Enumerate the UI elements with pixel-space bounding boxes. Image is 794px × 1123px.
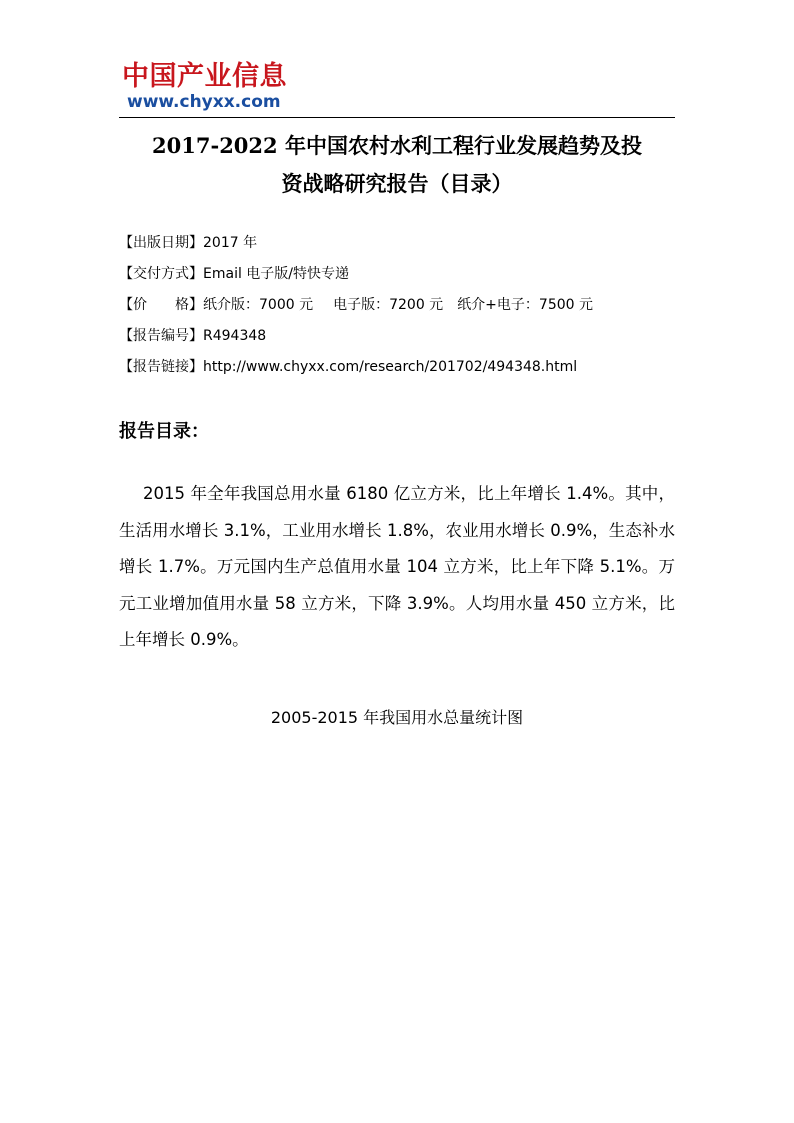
site-logo bbox=[122, 62, 292, 112]
intro-paragraph: 2015 年全年我国总用水量 6180 亿立方米，比上年增长 1.4%。其中，生活用水增长 3.1%，工业用水增长 1.8%，农业用水增长 0.9%，生态补水增长 1.7%。万元国内生产总值用水量 104 立方米，比上年下降 5.1%。万元工业增加值用水量 58 立方米，下降 3.9%。人均用水量 450 立方米，比上年增长 0.9%。 bbox=[119, 484, 675, 649]
meta-publish-date bbox=[119, 228, 679, 259]
toc-heading: 报告目录： bbox=[119, 421, 209, 442]
meta-price-label: 【价 格】 bbox=[119, 297, 203, 313]
report-title bbox=[119, 127, 675, 203]
meta-price-electronic: 电子版：7200 元 bbox=[333, 297, 444, 313]
meta-report-link-label: 【报告链接】 bbox=[119, 359, 203, 375]
meta-delivery-label: 【交付方式】 bbox=[119, 266, 203, 282]
meta-report-link-value[interactable]: http://www.chyxx.com/research/201702/494348.html bbox=[203, 359, 578, 375]
report-title-line-2: 资战略研究报告（目录） bbox=[281, 171, 513, 196]
logo-url: www.chyxx.com bbox=[127, 92, 281, 112]
meta-price-both: 纸介+电子：7500 元 bbox=[457, 297, 593, 313]
logo-name: 中国产业信息 bbox=[122, 61, 287, 92]
meta-price bbox=[119, 290, 679, 321]
header-divider bbox=[119, 117, 675, 118]
meta-report-number-label: 【报告编号】 bbox=[119, 328, 203, 344]
meta-report-link bbox=[119, 352, 679, 383]
report-title-line-1: 2017-2022 年中国农村水利工程行业发展趋势及投 bbox=[152, 133, 642, 158]
meta-report-number-value: R494348 bbox=[203, 328, 267, 344]
meta-delivery-value: Email 电子版/特快专递 bbox=[203, 266, 350, 282]
meta-report-number bbox=[119, 321, 679, 352]
meta-publish-date-value: 2017 年 bbox=[203, 235, 258, 251]
meta-delivery bbox=[119, 259, 679, 290]
meta-price-paper: 纸介版：7000 元 bbox=[203, 297, 314, 313]
report-meta bbox=[119, 228, 679, 383]
chart-caption: 2005-2015 年我国用水总量统计图 bbox=[270, 708, 524, 727]
meta-publish-date-label: 【出版日期】 bbox=[119, 235, 203, 251]
